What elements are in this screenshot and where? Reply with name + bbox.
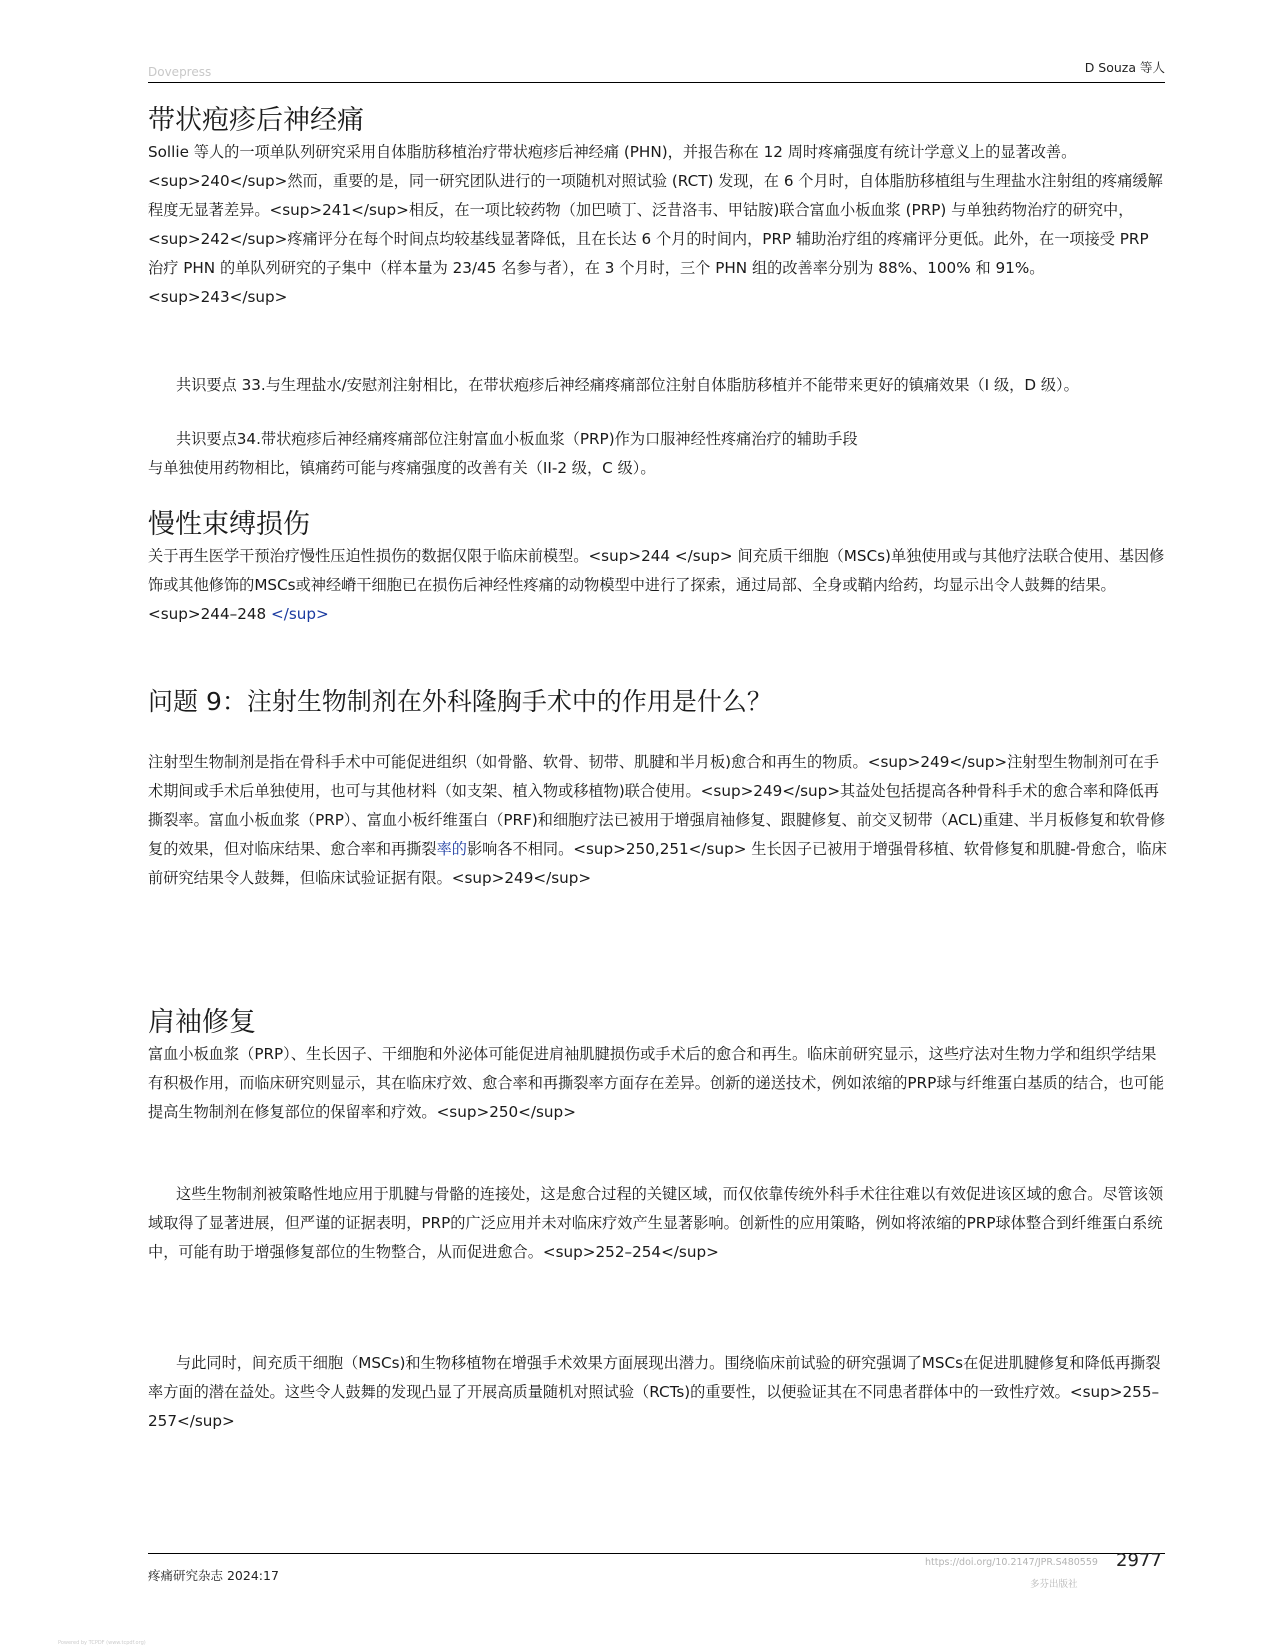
- page-number: 2977: [1116, 1550, 1162, 1571]
- paragraph-rotator-3: 与此同时，间充质干细胞（MSCs)和生物移植物在增强手术效果方面展现出潜力。围绕临床前试验的研究强调了MSCs在促进肌腱修复和降低再撕裂率方面的潜在益处。这些令人鼓舞的发现凸显了开展高质量随机对照试验（RCTs)的重要性，以便验证其在不同患者群体中的一致性疗效。<sup>255–257</sup>: [148, 1354, 1161, 1430]
- section-title-phn: 带状疱疹后神经痛: [148, 105, 364, 136]
- section-title-nerve: 慢性束缚损伤: [148, 509, 310, 540]
- paragraph-rotator-2: 这些生物制剂被策略性地应用于肌腱与骨骼的连接处，这是愈合过程的关键区域，而仅依靠传统外科手术往往难以有效促进该区域的愈合。尽管该领域取得了显著进展，但严谨的证据表明，PRP的广泛应用并未对临床疗效产生显著影响。创新性的应用策略，例如将浓缩的PRP球体整合到纤维蛋白系统中，可能有助于增强修复部位的生物整合，从而促进愈合。<sup>252–254</sup>: [148, 1185, 1164, 1261]
- header-authors: D Souza 等人: [1084, 60, 1165, 75]
- paragraph-question9-text-end: 影响各不相同。<sup>250,251</sup> 生长因子已被用于增强骨移植、软骨修复和肌腱-骨愈合，临床前研究结果令人鼓舞，但临床试验证据有限。<sup>249</sup>: [148, 840, 1167, 887]
- consensus-point-33: 共识要点 33.与生理盐水/安慰剂注射相比，在带状疱疹后神经痛疼痛部位注射自体脂肪移植并不能带来更好的镇痛效果（I 级，D 级）。: [176, 376, 1079, 394]
- page-content: [148, 104, 1168, 1436]
- corner-watermark: Powered by TCPDF (www.tcpdf.org): [58, 1640, 146, 1646]
- paragraph-nerve: [148, 542, 1168, 629]
- journal-issue: 疼痛研究杂志 2024:17: [148, 1568, 279, 1583]
- section-title-rotator: 肩袖修复: [148, 1007, 256, 1038]
- paragraph-question9-text: 注射型生物制剂是指在骨科手术中可能促进组织（如骨骼、软骨、韧带、肌腱和半月板)愈合和再生的物质。<sup>249</sup>注射型生物制剂可在手术期间或手术后单独使用，也可与其他材料（如支架、植入物或移植物)联合使用。<sup>249</sup>其益处包括提高各种骨科手术的愈合率和降低再撕裂率。富血小板血浆（PRP）、富血小板纤维蛋白（PRF)和细胞疗法已被用于增强肩袖修复、跟腱修复、前交叉韧带（ACL)重建、半月板修复和软骨修复的效果，但对临床结果、愈合率和再撕裂: [148, 753, 1166, 858]
- section-title-question9: 问题 9：注射生物制剂在外科隆胸手术中的作用是什么？: [148, 687, 772, 716]
- consensus-point-34-line2: 与单独使用药物相比，镇痛药可能与疼痛强度的改善有关（II-2 级，C 级）。: [148, 459, 656, 477]
- paragraph-rotator-1: 富血小板血浆（PRP）、生长因子、干细胞和外泌体可能促进肩袖肌腱损伤或手术后的愈合和再生。临床前研究显示，这些疗法对生物力学和组织学结果有积极作用，而临床研究则显示，其在临床疗效、愈合率和再撕裂率方面存在差异。创新的递送技术，例如浓缩的PRP球与纤维蛋白基质的结合，也可能提高生物制剂在修复部位的保留率和疗效。<sup>250</sup>: [148, 1045, 1165, 1121]
- doi-link[interactable]: https://doi.org/10.2147/JPR.S480559: [925, 1557, 1098, 1568]
- paragraph-phn: Sollie 等人的一项单队列研究采用自体脂肪移植治疗带状疱疹后神经痛 (PHN)，并报告称在 12 周时疼痛强度有统计学意义上的显著改善。<sup>240</sup>然而，重要的是，同一研究团队进行的一项随机对照试验 (RCT) 发现，在 6 个月时，自体脂肪移植组与生理盐水注射组的疼痛缓解程度无显著差异。<sup>241</sup>相反，在一项比较药物（加巴喷丁、泛昔洛韦、甲钴胺)联合富血小板血浆 (PRP) 与单独药物治疗的研究中，<sup>242</sup>疼痛评分在每个时间点均较基线显著降低，且在长达 6 个月的时间内，PRP 辅助治疗组的疼痛评分更低。此外，在一项接受 PRP 治疗 PHN 的单队列研究的子集中（样本量为 23/45 名参与者），在 3 个月时，三个 PHN 组的改善率分别为 88%、100% 和 91%。<sup>243</sup>: [148, 143, 1163, 306]
- paragraph-question9: [148, 748, 1168, 893]
- paragraph-nerve-text: 关于再生医学干预治疗慢性压迫性损伤的数据仅限于临床前模型。<sup>244 </sup> 间充质干细胞（MSCs)单独使用或与其他疗法联合使用、基因修饰或其他修饰的MSCs或神经嵴干细胞已在损伤后神经性疼痛的动物模型中进行了探索，通过局部、全身或鞘内给药，均显示出令人鼓舞的结果。<sup>244–248: [148, 547, 1165, 623]
- journal-brand: Dovepress: [148, 65, 212, 79]
- citation-link[interactable]: </sup>: [271, 605, 329, 623]
- page-header: [148, 58, 1165, 83]
- inline-link[interactable]: 率的: [436, 840, 467, 858]
- consensus-point-34-line1: 共识要点34.带状疱疹后神经痛疼痛部位注射富血小板血浆（PRP)作为口服神经性疼痛治疗的辅助手段: [176, 430, 858, 448]
- publisher-name: 多芬出版社: [1030, 1579, 1078, 1590]
- footer-rule: [148, 1553, 1165, 1554]
